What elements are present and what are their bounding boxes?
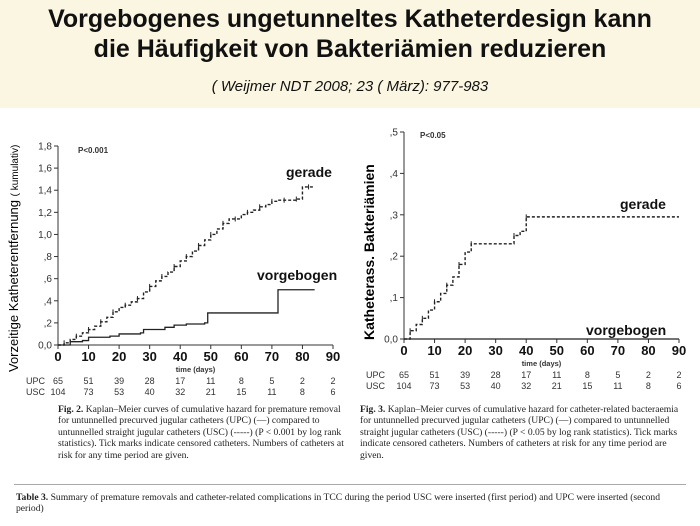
right-series-gerade	[404, 217, 679, 339]
right-risk-row-label: UPC	[366, 370, 386, 380]
left-risk-cell: 8	[238, 376, 244, 386]
left-x-axis-title: time (days)	[175, 365, 216, 374]
left-series-label-vorgebogen: vorgebogen	[257, 267, 338, 283]
figure-3-text: Kaplan–Meier curves of cumulative hazard for catheter-related bacteraemia for untunnelled precurved jugular catheters (UPC) (—) compared to untunnelled straight jugular catheters (USC) (-----) (P < 0.05 by log rank statistics). Tick marks indicate censored catheters. Numbers of catheters at risk for any time period are given.	[360, 404, 679, 461]
left-risk-cell: 73	[83, 387, 94, 397]
left-risk-cell: 2	[330, 376, 336, 386]
right-y-tick-label: 0,0	[384, 334, 398, 346]
right-risk-cell: 15	[582, 381, 593, 391]
left-risk-cell: 40	[144, 387, 155, 397]
left-y-tick-label: 1,0	[38, 229, 52, 241]
right-risk-cell: 53	[460, 381, 471, 391]
left-risk-row-label: USC	[26, 387, 46, 397]
left-series-label-gerade: gerade	[286, 164, 332, 180]
right-x-tick-label: 70	[610, 343, 626, 358]
right-x-axis-title: time (days)	[521, 359, 562, 368]
chart-premature-removal	[0, 108, 350, 403]
right-x-tick-label: 0	[400, 343, 408, 358]
right-y-tick-label: ,1	[389, 293, 398, 305]
right-risk-cell: 2	[676, 370, 682, 380]
right-risk-cell: 17	[521, 370, 532, 380]
right-risk-cell: 2	[645, 370, 651, 380]
right-p-value: P<0.05	[420, 131, 446, 140]
right-risk-cell: 73	[429, 381, 440, 391]
left-y-tick-label: 1,8	[38, 141, 52, 153]
right-y-tick-label: ,2	[389, 251, 398, 263]
right-risk-row-label: USC	[366, 381, 386, 391]
right-risk-cell: 6	[676, 381, 682, 391]
right-risk-cell: 65	[398, 370, 410, 380]
right-risk-cell: 51	[429, 370, 440, 380]
reference-citation: ( Weijmer NDT 2008; 23 ( März): 977-983	[211, 78, 489, 95]
divider	[14, 484, 686, 485]
y-axis-label-left	[6, 145, 21, 372]
left-risk-cell: 65	[52, 376, 64, 386]
left-risk-row-label: UPC	[26, 376, 46, 386]
right-x-tick-label: 20	[457, 343, 473, 358]
left-risk-cell: 53	[114, 387, 125, 397]
right-risk-cell: 39	[460, 370, 471, 380]
left-risk-cell: 2	[299, 376, 305, 386]
left-x-tick-label: 10	[81, 349, 96, 364]
right-risk-cell: 11	[613, 381, 623, 391]
left-y-tick-label: 1,6	[38, 163, 52, 175]
page-title-line-2: die Häufigkeit von Bakteriämien reduzieren	[93, 35, 607, 63]
right-x-tick-label: 30	[488, 343, 503, 358]
left-y-tick-label: ,8	[43, 252, 52, 264]
left-x-tick-label: 50	[203, 349, 219, 364]
left-risk-cell: 51	[83, 376, 94, 386]
right-risk-cell: 5	[615, 370, 621, 380]
left-x-tick-label: 80	[295, 349, 310, 364]
right-x-tick-label: 40	[518, 343, 534, 358]
y-axis-note-left: ( kumulativ)	[10, 144, 21, 197]
left-y-tick-label: ,2	[43, 318, 52, 330]
right-risk-cell: 11	[552, 370, 562, 380]
right-x-tick-label: 80	[641, 343, 656, 358]
right-y-tick-label: ,3	[389, 210, 398, 222]
figure-2-text: Kaplan–Meier curves of cumulative hazard for premature removal for untunnelled precurved jugular catheters (UPC) (—) compared to untunnelled straight jugular catheters (USC) (-----) (P < 0.001 by log rank statistics). Tick marks indicate censored catheters. Numbers of catheters at risk for any time period are given.	[58, 404, 344, 461]
left-risk-cell: 39	[114, 376, 125, 386]
left-risk-cell: 21	[205, 387, 216, 397]
left-risk-cell: 104	[50, 387, 66, 397]
table-3-caption	[16, 492, 688, 515]
right-risk-cell: 28	[490, 370, 501, 380]
left-y-tick-label: ,6	[43, 274, 52, 286]
figure-3-caption	[360, 404, 686, 461]
right-risk-cell: 8	[584, 370, 590, 380]
left-risk-cell: 15	[236, 387, 247, 397]
left-series-gerade	[58, 187, 315, 345]
right-series-label-gerade: gerade	[620, 196, 666, 212]
page-title-line-1: Vorgebogenes ungetunneltes Katheterdesign kann	[48, 5, 652, 33]
right-risk-cell: 40	[490, 381, 501, 391]
figure-2-label: Fig. 2.	[58, 404, 84, 415]
left-y-tick-label: ,4	[43, 296, 52, 308]
right-y-tick-label: ,4	[389, 168, 398, 180]
figure-3-label: Fig. 3.	[360, 404, 386, 415]
left-x-tick-label: 90	[325, 349, 341, 364]
left-risk-cell: 11	[206, 376, 216, 386]
right-x-tick-label: 10	[427, 343, 442, 358]
left-series-vorgebogen	[58, 290, 315, 345]
left-x-tick-label: 0	[54, 349, 62, 364]
right-risk-cell: 104	[396, 381, 412, 391]
figure-2-caption	[58, 404, 350, 461]
left-risk-cell: 17	[175, 376, 186, 386]
left-x-tick-label: 70	[264, 349, 280, 364]
left-risk-cell: 8	[299, 387, 305, 397]
right-x-tick-label: 90	[671, 343, 687, 358]
right-x-tick-label: 50	[549, 343, 565, 358]
right-x-tick-label: 60	[580, 343, 595, 358]
right-risk-cell: 8	[645, 381, 651, 391]
right-risk-cell: 21	[551, 381, 562, 391]
right-series-label-vorgebogen: vorgebogen	[586, 322, 667, 338]
left-x-tick-label: 20	[111, 349, 127, 364]
left-y-tick-label: 0,0	[38, 340, 52, 352]
left-x-tick-label: 30	[142, 349, 157, 364]
chart-bacteraemia	[350, 108, 700, 403]
right-y-tick-label: ,5	[389, 127, 398, 139]
left-y-tick-label: 1,2	[38, 207, 52, 219]
right-risk-cell: 32	[521, 381, 532, 391]
left-risk-cell: 28	[144, 376, 155, 386]
table-3-text: Summary of premature removals and catheter-related complications in TCC during the period USC were inserted (first period) and UPC were inserted (second period)	[16, 492, 661, 515]
y-axis-title-left: Vorzeitige Katheterentfernung	[6, 199, 21, 372]
y-axis-label-right: Katheterass. Bakteriämien	[361, 164, 377, 340]
left-x-tick-label: 60	[234, 349, 249, 364]
left-x-tick-label: 40	[172, 349, 188, 364]
left-risk-cell: 32	[175, 387, 186, 397]
left-risk-cell: 5	[269, 376, 275, 386]
left-y-tick-label: 1,4	[38, 185, 52, 197]
table-3-label: Table 3.	[16, 492, 49, 503]
left-p-value: P<0.001	[78, 146, 109, 155]
left-risk-cell: 11	[267, 387, 277, 397]
left-risk-cell: 6	[330, 387, 336, 397]
